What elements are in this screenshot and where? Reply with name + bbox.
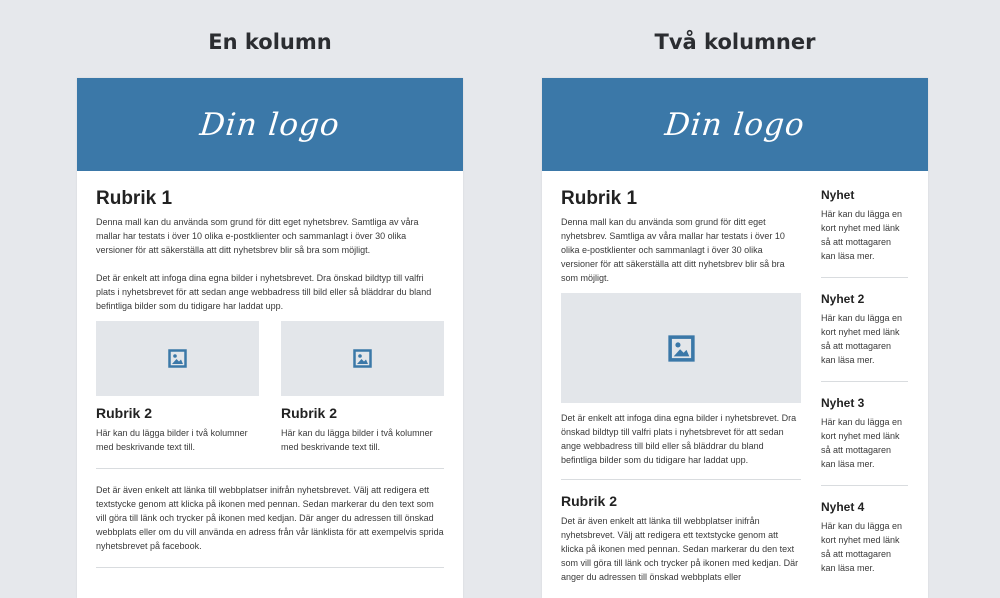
logo: Din logo — [663, 106, 807, 143]
image-column-right — [281, 321, 444, 454]
divider — [821, 277, 908, 278]
news-sidebar — [821, 187, 908, 584]
subheading: Rubrik 2 — [281, 405, 338, 421]
two-columns-template-card[interactable] — [542, 78, 928, 598]
two-columns-title: Två kolumner — [654, 30, 816, 54]
divider — [96, 468, 444, 469]
one-column-title: En kolumn — [208, 30, 332, 54]
news-title: Nyhet 4 — [821, 500, 865, 514]
image-icon — [168, 349, 187, 368]
intro-paragraph: Denna mall kan du använda som grund för ditt eget nyhetsbrev. Samtliga av våra mallar har testats i över 10 olika e-postklienter och sammanlagt i över 30 olika versioner för att säkerställa att ditt nyhetsbrev blir så bra som möjligt. — [561, 217, 785, 283]
images-paragraph: Det är enkelt att infoga dina egna bilder i nyhetsbrevet. Dra önskad bildtyp till valfri plats i nyhetsbrevet för att sedan ange webbadress till bild eller så bläddrar du bland befintliga bilder som du tidigare har laddat upp. — [561, 413, 797, 465]
image-two-columns — [96, 321, 444, 454]
image-placeholder[interactable] — [561, 293, 801, 403]
heading-2: Rubrik 2 — [561, 493, 618, 509]
main-column — [561, 187, 801, 584]
news-item[interactable] — [821, 291, 908, 367]
links-paragraph: Det är även enkelt att länka till webbplatser inifrån nyhetsbrevet. Välj att redigera ett textstycke genom att klicka på ikonen med pennan. Sedan markerar du den text som vill göra till länk och trycker på ikonen med kedjan. Där anger du adressen till önskad webbplats eller om du vill använda en adress från vår länklista för att exempelvis sprida nyhetsbrevet på facebook. — [96, 485, 444, 551]
logo: Din logo — [198, 106, 342, 143]
news-text: Här kan du lägga en kort nyhet med länk så att mottagaren kan läsa mer. — [821, 313, 903, 365]
divider — [821, 485, 908, 486]
news-item[interactable] — [821, 395, 908, 471]
image-icon — [668, 335, 695, 362]
news-text: Här kan du lägga en kort nyhet med länk så att mottagaren kan läsa mer. — [821, 521, 903, 573]
news-title: Nyhet 2 — [821, 292, 865, 306]
subcolumn-text: Här kan du lägga bilder i två kolumner med beskrivande text till. — [96, 428, 248, 452]
news-text: Här kan du lägga en kort nyhet med länk så att mottagaren kan läsa mer. — [821, 417, 903, 469]
subcolumn-text: Här kan du lägga bilder i två kolumner med beskrivande text till. — [281, 428, 433, 452]
news-item[interactable] — [821, 187, 908, 263]
image-placeholder[interactable] — [281, 321, 444, 396]
news-title: Nyhet — [821, 188, 855, 202]
images-paragraph: Det är enkelt att infoga dina egna bilder i nyhetsbrevet. Dra önskad bildtyp till valfri plats i nyhetsbrevet för att sedan ange webbadress till bild eller så bläddrar du bland befintliga bilder som du tidigare har laddat upp. — [96, 273, 432, 311]
heading-1: Rubrik 1 — [96, 188, 173, 209]
header-logo-bar — [77, 78, 463, 171]
one-column-template-card[interactable] — [77, 78, 463, 598]
header-logo-bar — [542, 78, 928, 171]
image-column-left — [96, 321, 259, 454]
news-title: Nyhet 3 — [821, 396, 865, 410]
image-icon — [353, 349, 372, 368]
intro-paragraph: Denna mall kan du använda som grund för ditt eget nyhetsbrev. Samtliga av våra mallar har testats i över 10 olika e-postklienter och sammanlagt i över 30 olika versioner för att säkerställa att ditt nyhetsbrev blir så bra som möjligt. — [96, 217, 419, 255]
divider — [821, 381, 908, 382]
links-paragraph: Det är även enkelt att länka till webbplatser inifrån nyhetsbrevet. Välj att redigera ett textstycke genom att klicka på ikonen med pennan. Sedan markerar du den text som vill göra till länk och trycker på ikonen med kedjan. Där anger du adressen till önskad webbplats eller — [561, 516, 799, 582]
divider — [561, 479, 801, 480]
divider — [96, 567, 444, 568]
heading-1: Rubrik 1 — [561, 188, 638, 209]
subheading: Rubrik 2 — [96, 405, 153, 421]
image-placeholder[interactable] — [96, 321, 259, 396]
news-item[interactable] — [821, 499, 908, 575]
news-text: Här kan du lägga en kort nyhet med länk så att mottagaren kan läsa mer. — [821, 209, 903, 261]
